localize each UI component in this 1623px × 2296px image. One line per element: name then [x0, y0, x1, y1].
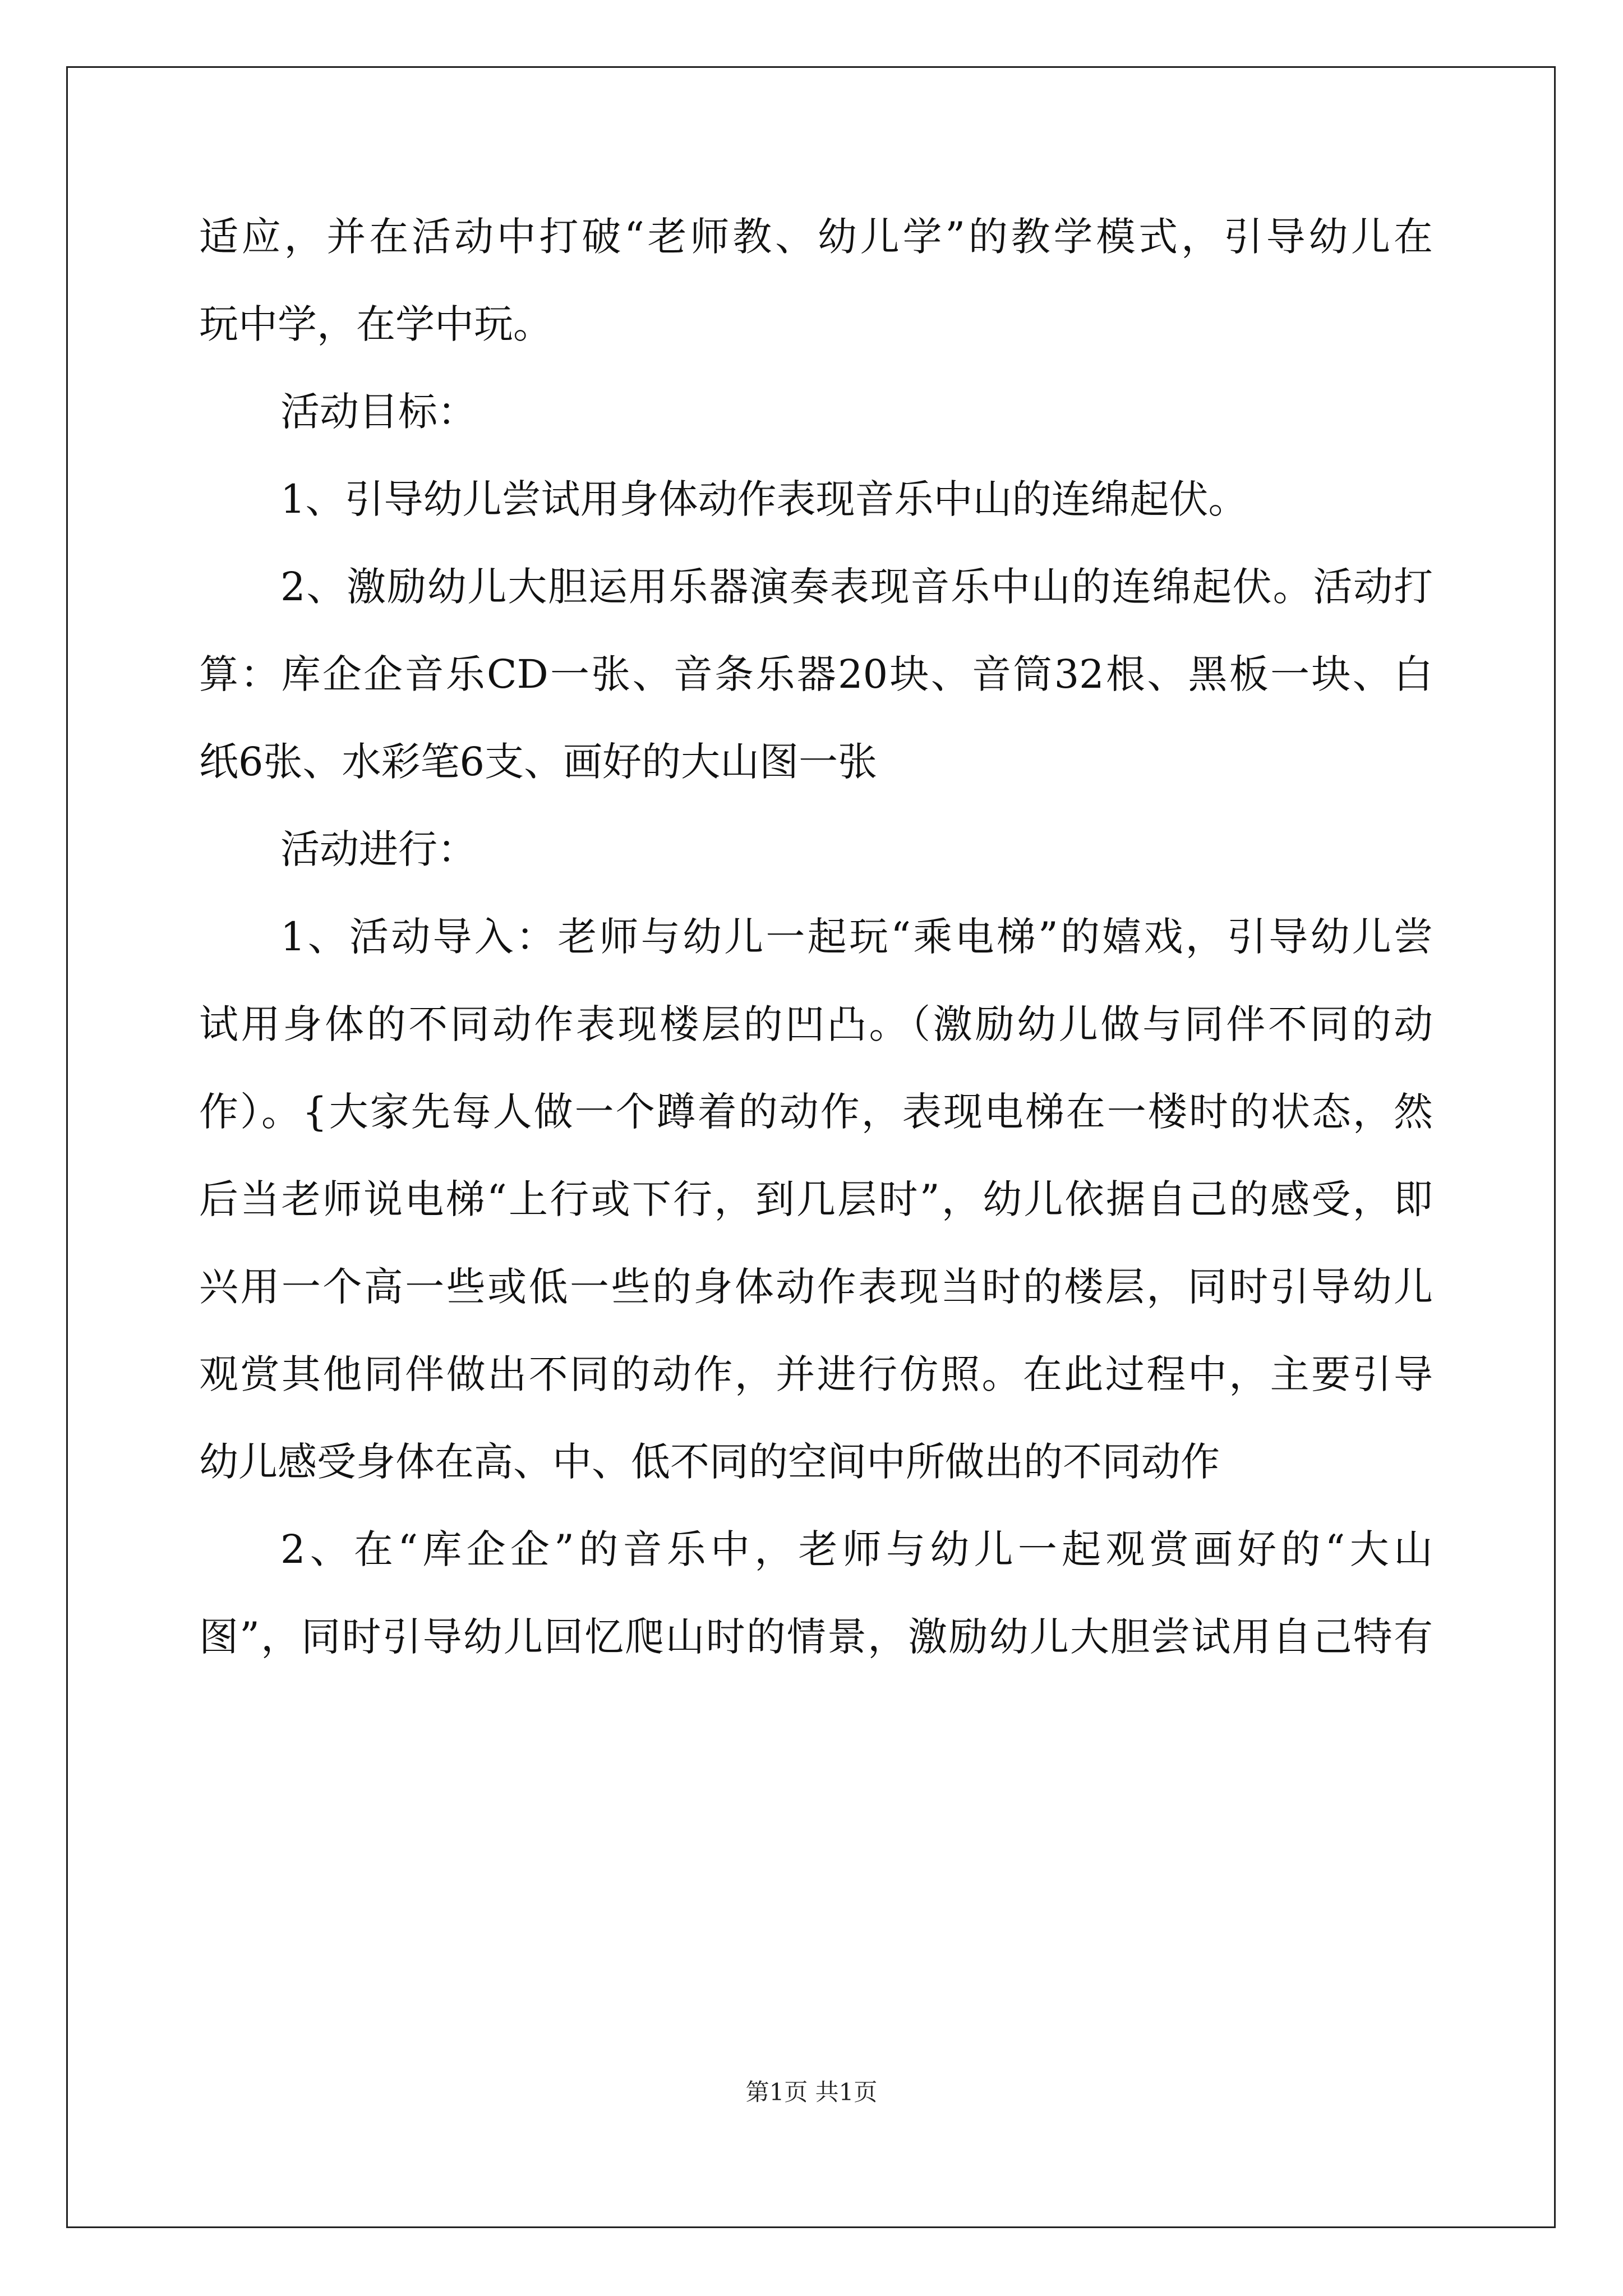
text-line-13: 兴用一个高一些或低一些的身体动作表现当时的楼层，同时引导幼儿	[199, 1264, 1433, 1310]
text-line-17: 图”，同时引导幼儿回忆爬山时的情景，激励幼儿大胆尝试用自己特有	[199, 1614, 1433, 1660]
text-line-16: 2、在“库企企”的音乐中，老师与幼儿一起观赏画好的“大山	[280, 1526, 1433, 1572]
section-heading-process: 活动进行：	[280, 826, 477, 872]
text-line-14: 观赏其他同伴做出不同的动作，并进行仿照。在此过程中，主要引导	[199, 1351, 1433, 1397]
text-line-1: 适应，并在活动中打破“老师教、幼儿学”的教学模式，引导幼儿在	[199, 214, 1433, 260]
text-line-4: 1、引导幼儿尝试用身体动作表现音乐中山的连绵起伏。	[280, 476, 1248, 522]
page-footer: 第1页 共1页	[745, 2078, 878, 2106]
text-line-9: 1、活动导入：老师与幼儿一起玩“乘电梯”的嬉戏，引导幼儿尝	[280, 914, 1433, 960]
text-line-6: 算：库企企音乐CD一张、音条乐器20块、音筒32根、黑板一块、白	[199, 651, 1433, 697]
section-heading-goals: 活动目标：	[280, 389, 477, 435]
text-line-2: 玩中学，在学中玩。	[199, 301, 552, 347]
text-line-12: 后当老师说电梯“上行或下行，到几层时”，幼儿依据自己的感受，即	[199, 1176, 1433, 1222]
text-line-10: 试用身体的不同动作表现楼层的凹凸。（激励幼儿做与同伴不同的动	[199, 1001, 1433, 1047]
text-line-7: 纸6张、水彩笔6支、画好的大山图一张	[199, 739, 878, 785]
text-line-15: 幼儿感受身体在高、中、低不同的空间中所做出的不同动作	[199, 1439, 1220, 1485]
text-line-11: 作）。{大家先每人做一个蹲着的动作，表现电梯在一楼时的状态，然	[199, 1089, 1433, 1135]
text-line-5: 2、激励幼儿大胆运用乐器演奏表现音乐中山的连绵起伏。活动打	[280, 564, 1433, 610]
